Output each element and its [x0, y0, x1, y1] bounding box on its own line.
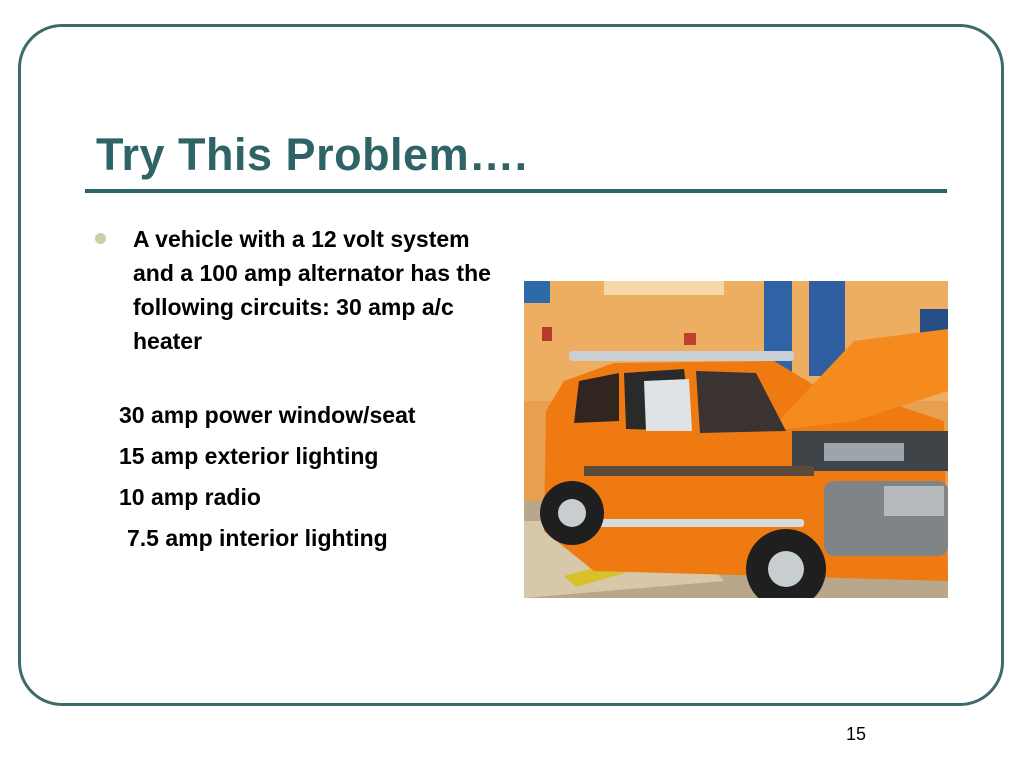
problem-statement: A vehicle with a 12 volt system and a 100 amp alternator has the following circuits: 30 amp a/c heater — [133, 226, 491, 354]
circuit-line-3: 10 amp radio — [119, 484, 261, 510]
bullet-icon — [95, 233, 106, 244]
circuit-line-1: 30 amp power window/seat — [119, 402, 416, 428]
vehicle-photo — [524, 281, 948, 598]
title-underline — [85, 189, 947, 193]
circuit-line-2: 15 amp exterior lighting — [119, 443, 379, 469]
page-number: 15 — [846, 724, 867, 744]
circuit-line-4: 7.5 amp interior lighting — [127, 525, 388, 551]
slide-title: Try This Problem…. — [96, 129, 528, 180]
